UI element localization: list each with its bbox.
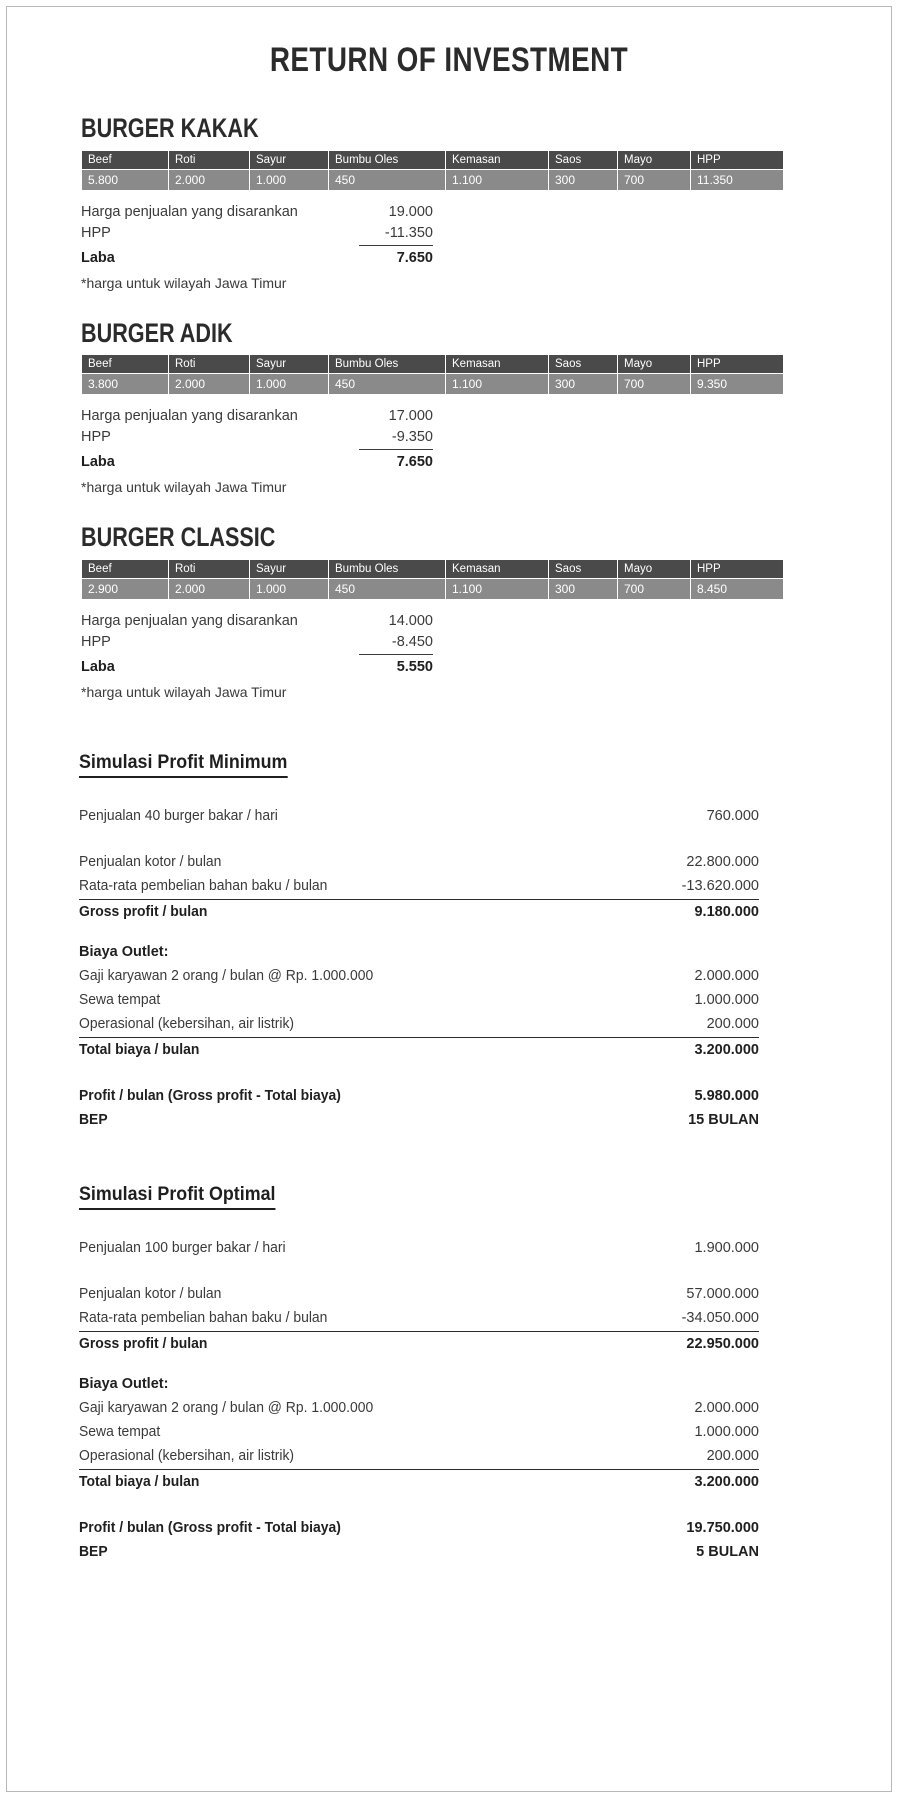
raw-material-label: Rata-rata pembelian bahan baku / bulan (79, 1310, 328, 1327)
cell-roti: 2.000 (169, 374, 250, 395)
operational-row (79, 1012, 759, 1038)
salary-row (79, 1396, 759, 1420)
table-row (82, 374, 784, 395)
column-header-bumbu-oles: Bumbu Oles (329, 560, 446, 579)
selling-price-value: 14.000 (388, 613, 433, 630)
hpp-row (81, 223, 433, 246)
operational-value: 200.000 (706, 1448, 759, 1465)
profit-row (81, 452, 433, 473)
hpp-row (81, 632, 433, 655)
net-profit-row (79, 1516, 759, 1540)
net-profit-row (79, 1084, 759, 1108)
document-page (6, 6, 892, 1792)
column-header-bumbu-oles: Bumbu Oles (329, 355, 446, 374)
product-footnote: *harga untuk wilayah Jawa Timur (81, 274, 287, 291)
raw-material-row (79, 1306, 759, 1332)
column-header-sayur: Sayur (250, 355, 329, 374)
product-block-adik (65, 319, 833, 496)
column-header-hpp: HPP (691, 560, 784, 579)
cell-hpp: 11.350 (691, 169, 784, 190)
price-summary (81, 202, 433, 269)
cell-saos: 300 (549, 579, 618, 600)
rent-row (79, 988, 759, 1012)
column-header-roti: Roti (169, 150, 250, 169)
rent-label: Sewa tempat (79, 1424, 161, 1441)
daily-sales-label: Penjualan 40 burger bakar / hari (79, 808, 278, 825)
gross-sales-value: 22.800.000 (686, 854, 759, 871)
product-title: BURGER ADIK (81, 317, 233, 348)
gross-profit-row (79, 900, 759, 924)
column-header-roti: Roti (169, 355, 250, 374)
cell-mayo: 700 (618, 374, 691, 395)
column-header-roti: Roti (169, 560, 250, 579)
cell-bumbu-oles: 450 (329, 169, 446, 190)
cost-table (81, 150, 784, 191)
column-header-saos: Saos (549, 355, 618, 374)
cost-table (81, 559, 784, 600)
operational-value: 200.000 (706, 1016, 759, 1033)
net-profit-value: 5.980.000 (694, 1088, 759, 1105)
cell-mayo: 700 (618, 169, 691, 190)
operational-label: Operasional (kebersihan, air listrik) (79, 1016, 295, 1033)
table-row (82, 579, 784, 600)
cell-roti: 2.000 (169, 579, 250, 600)
gross-sales-label: Penjualan kotor / bulan (79, 854, 222, 871)
raw-material-value: -34.050.000 (681, 1310, 759, 1327)
table-header-row (82, 355, 784, 374)
column-header-saos: Saos (549, 150, 618, 169)
column-header-sayur: Sayur (250, 150, 329, 169)
operational-label: Operasional (kebersihan, air listrik) (79, 1448, 295, 1465)
cell-beef: 2.900 (82, 579, 169, 600)
price-summary (81, 406, 433, 473)
gross-profit-value: 22.950.000 (686, 1336, 759, 1353)
profit-value: 7.650 (396, 249, 433, 266)
product-footnote: *harga untuk wilayah Jawa Timur (81, 684, 287, 701)
profit-label: Laba (81, 249, 115, 266)
spacer (79, 1494, 759, 1516)
bep-label: BEP (79, 1544, 108, 1561)
spacer (79, 1062, 759, 1084)
gross-sales-value: 57.000.000 (686, 1286, 759, 1303)
page-title: RETURN OF INVESTMENT (269, 41, 629, 79)
column-header-hpp: HPP (691, 355, 784, 374)
rent-value: 1.000.000 (694, 992, 759, 1009)
bep-row (79, 1540, 759, 1564)
product-block-classic (65, 523, 833, 700)
column-header-kemasan: Kemasan (446, 355, 549, 374)
profit-label: Laba (81, 659, 115, 676)
hpp-row (81, 427, 433, 450)
cell-bumbu-oles: 450 (329, 579, 446, 600)
hpp-value: -11.350 (359, 223, 433, 246)
bep-value: 15 BULAN (688, 1112, 759, 1129)
cell-hpp: 8.450 (691, 579, 784, 600)
cell-bumbu-oles: 450 (329, 374, 446, 395)
profit-row (81, 657, 433, 678)
net-profit-label: Profit / bulan (Gross profit - Total biaya) (79, 1088, 341, 1105)
selling-price-row (81, 202, 433, 223)
net-profit-label: Profit / bulan (Gross profit - Total biaya) (79, 1520, 341, 1537)
gross-sales-row (79, 850, 759, 874)
gross-profit-row (79, 1332, 759, 1356)
raw-material-label: Rata-rata pembelian bahan baku / bulan (79, 878, 328, 895)
cell-beef: 3.800 (82, 374, 169, 395)
table-header-row (82, 150, 784, 169)
hpp-value: -8.450 (359, 632, 433, 655)
simulation-optimal (65, 1184, 833, 1564)
raw-material-row (79, 874, 759, 900)
spacer (79, 828, 759, 850)
daily-sales-value: 760.000 (706, 808, 759, 825)
hpp-value: -9.350 (359, 427, 433, 450)
table-row (82, 169, 784, 190)
gross-profit-label: Gross profit / bulan (79, 904, 208, 921)
product-title: BURGER CLASSIC (81, 522, 276, 553)
net-profit-value: 19.750.000 (686, 1520, 759, 1537)
salary-value: 2.000.000 (694, 968, 759, 985)
product-title: BURGER KAKAK (81, 113, 259, 143)
rent-row (79, 1420, 759, 1444)
selling-price-value: 17.000 (388, 408, 433, 425)
daily-sales-row (79, 804, 759, 828)
table-header-row (82, 560, 784, 579)
selling-price-row (81, 406, 433, 427)
cell-saos: 300 (549, 374, 618, 395)
daily-sales-label: Penjualan 100 burger bakar / hari (79, 1240, 286, 1257)
spacer (79, 1260, 759, 1282)
cell-sayur: 1.000 (250, 374, 329, 395)
selling-price-label: Harga penjualan yang disarankan (81, 408, 298, 425)
column-header-saos: Saos (549, 560, 618, 579)
document-body (7, 7, 891, 1564)
cell-hpp: 9.350 (691, 374, 784, 395)
bep-row (79, 1108, 759, 1132)
selling-price-row (81, 611, 433, 632)
profit-value: 5.550 (396, 659, 433, 676)
total-cost-row (79, 1038, 759, 1062)
column-header-sayur: Sayur (250, 560, 329, 579)
simulation-body (79, 1236, 759, 1564)
column-header-beef: Beef (82, 355, 169, 374)
cell-kemasan: 1.100 (446, 374, 549, 395)
gross-sales-label: Penjualan kotor / bulan (79, 1286, 222, 1303)
cell-saos: 300 (549, 169, 618, 190)
operational-row (79, 1444, 759, 1470)
cost-table (81, 354, 784, 395)
daily-sales-value: 1.900.000 (694, 1240, 759, 1257)
total-cost-value: 3.200.000 (694, 1474, 759, 1491)
cell-kemasan: 1.100 (446, 169, 549, 190)
selling-price-label: Harga penjualan yang disarankan (81, 203, 298, 220)
column-header-mayo: Mayo (618, 355, 691, 374)
total-cost-value: 3.200.000 (694, 1042, 759, 1059)
column-header-beef: Beef (82, 560, 169, 579)
simulation-body (79, 804, 759, 1132)
product-block-kakak (65, 114, 833, 291)
product-footnote: *harga untuk wilayah Jawa Timur (81, 479, 287, 496)
cell-roti: 2.000 (169, 169, 250, 190)
gross-profit-label: Gross profit / bulan (79, 1336, 208, 1353)
total-cost-label: Total biaya / bulan (79, 1042, 200, 1059)
gross-profit-value: 9.180.000 (694, 904, 759, 921)
hpp-label: HPP (81, 224, 111, 241)
spacer (79, 1356, 759, 1372)
simulation-minimum (65, 752, 833, 1132)
profit-label: Laba (81, 454, 115, 471)
profit-row (81, 248, 433, 269)
cell-mayo: 700 (618, 579, 691, 600)
column-header-kemasan: Kemasan (446, 560, 549, 579)
daily-sales-row (79, 1236, 759, 1260)
cell-sayur: 1.000 (250, 579, 329, 600)
salary-row (79, 964, 759, 988)
hpp-label: HPP (81, 429, 111, 446)
price-summary (81, 611, 433, 678)
column-header-bumbu-oles: Bumbu Oles (329, 150, 446, 169)
rent-label: Sewa tempat (79, 992, 161, 1009)
section-heading: Simulasi Profit Optimal (79, 1184, 276, 1210)
selling-price-label: Harga penjualan yang disarankan (81, 613, 298, 630)
salary-label: Gaji karyawan 2 orang / bulan @ Rp. 1.000.000 (79, 1400, 374, 1417)
column-header-mayo: Mayo (618, 560, 691, 579)
spacer (79, 924, 759, 940)
salary-label: Gaji karyawan 2 orang / bulan @ Rp. 1.000.000 (79, 968, 374, 985)
cell-sayur: 1.000 (250, 169, 329, 190)
gross-sales-row (79, 1282, 759, 1306)
selling-price-value: 19.000 (388, 203, 433, 220)
column-header-beef: Beef (82, 150, 169, 169)
outlet-cost-heading: Biaya Outlet: (79, 1376, 169, 1393)
total-cost-label: Total biaya / bulan (79, 1474, 200, 1491)
column-header-hpp: HPP (691, 150, 784, 169)
column-header-kemasan: Kemasan (446, 150, 549, 169)
cell-beef: 5.800 (82, 169, 169, 190)
rent-value: 1.000.000 (694, 1424, 759, 1441)
raw-material-value: -13.620.000 (681, 878, 759, 895)
column-header-mayo: Mayo (618, 150, 691, 169)
profit-value: 7.650 (396, 454, 433, 471)
bep-value: 5 BULAN (696, 1544, 759, 1561)
bep-label: BEP (79, 1112, 108, 1129)
outlet-cost-heading: Biaya Outlet: (79, 944, 169, 961)
cell-kemasan: 1.100 (446, 579, 549, 600)
total-cost-row (79, 1470, 759, 1494)
salary-value: 2.000.000 (694, 1400, 759, 1417)
hpp-label: HPP (81, 634, 111, 651)
section-heading: Simulasi Profit Minimum (79, 752, 287, 778)
